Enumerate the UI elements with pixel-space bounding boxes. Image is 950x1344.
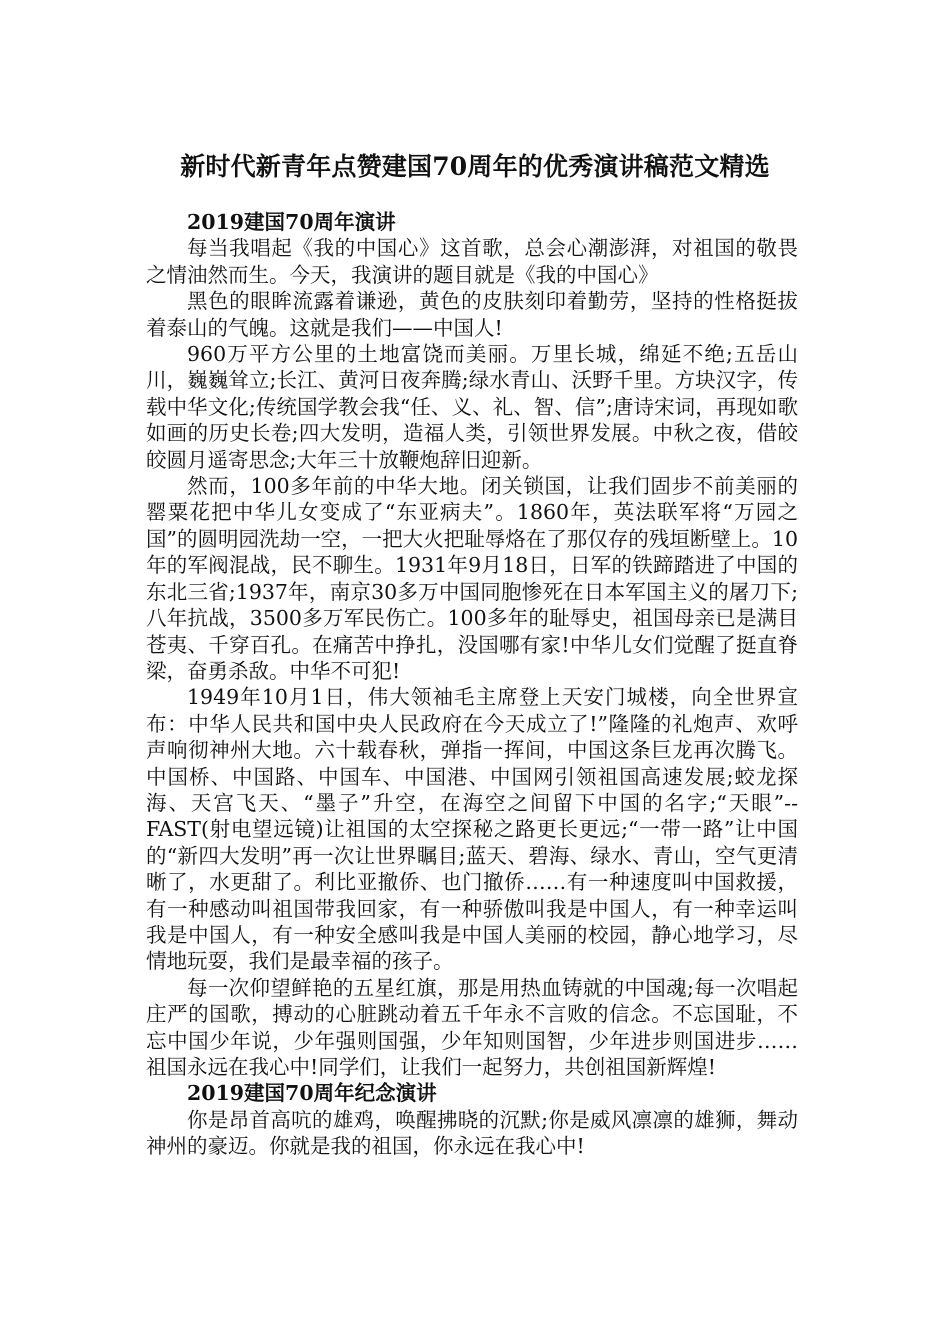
paragraph: 1949年10月1日，伟大领袖毛主席登上天安门城楼，向全世界宣布：中华人民共和国中央人民政府在今天成立了!”隆隆的礼炮声、欢呼声响彻神州大地。六十载春秋，弹指一挥间，中国这条巨龙再次腾飞。中国桥、中国路、中国车、中国港、中国网引领祖国高速发展;蛟龙探海、天宫飞天、“墨子”升空，在海空之间留下中国的名字;“天眼”--FAST(射电望远镜)让祖国的太空探秘之路更长更远;“一带一路”让中国的“新四大发明”再一次让世界瞩目;蓝天、碧海、绿水、青山，空气更清晰了，水更甜了。利比亚撤侨、也门撤侨……有一种速度叫中国救援，有一种感动叫祖国带我回家，有一种骄傲叫我是中国人，有一种幸运叫我是中国人，有一种安全感叫我是中国人美丽的校园，静心地学习，尽情地玩耍，我们是最幸福的孩子。 bbox=[146, 685, 798, 974]
paragraph: 960万平方公里的土地富饶而美丽。万里长城，绵延不绝;五岳山川，巍巍耸立;长江、黄河日夜奔腾;绿水青山、沃野千里。方块汉字，传载中华文化;传统国学教会我“任、义、礼、智、信”;唐诗宋词，再现如歌如画的历史长卷;四大发明，造福人类，引领世界发展。中秋之夜，借皎皎圆月遥寄思念;大年三十放鞭炮辞旧迎新。 bbox=[146, 342, 798, 472]
document-title: 新时代新青年点赞建国70周年的优秀演讲稿范文精选 bbox=[180, 152, 770, 181]
document-body bbox=[146, 209, 798, 1160]
paragraph: 然而，100多年前的中华大地。闭关锁国，让我们固步不前美丽的罂粟花把中华儿女变成了“东亚病夫”。1860年，英法联军将“万园之国”的圆明园洗劫一空，一把大火把耻辱烙在了那仅存的残垣断壁上。10年的军阀混战，民不聊生。1931年9月18日，日军的铁蹄踏进了中国的东北三省;1937年，南京30多万中国同胞惨死在日本军国主义的屠刀下;八年抗战，3500多万军民伤亡。100多年的耻辱史，祖国母亲已是满目苍夷、千穿百孔。在痛苦中挣扎，没国哪有家!中华儿女们觉醒了挺直脊梁，奋勇杀敌。中华不可犯! bbox=[146, 474, 798, 683]
paragraph: 你是昂首高吭的雄鸡，唤醒拂晓的沉默;你是威风凛凛的雄狮，舞动神州的豪迈。你就是我的祖国，你永远在我心中! bbox=[146, 1107, 798, 1159]
paragraph: 黑色的眼眸流露着谦逊，黄色的皮肤刻印着勤劳，坚持的性格挺拔着泰山的气魄。这就是我们——中国人! bbox=[146, 289, 798, 340]
section-heading: 2019建国70周年纪念演讲 bbox=[187, 1081, 437, 1106]
section-heading: 2019建国70周年演讲 bbox=[187, 210, 396, 234]
paragraph: 每一次仰望鲜艳的五星红旗，那是用热血铸就的中国魂;每一次唱起庄严的国歌，搏动的心脏跳动着五千年永不言败的信念。不忘国耻，不忘中国少年说，少年强则国强，少年知则国智，少年进步则国进步……祖国永远在我心中!同学们，让我们一起努力，共创祖国新辉煌! bbox=[146, 975, 798, 1079]
paragraph: 每当我唱起《我的中国心》这首歌，总会心潮澎湃，对祖国的敬畏之情油然而生。今天，我演讲的题目就是《我的中国心》 bbox=[146, 236, 798, 287]
